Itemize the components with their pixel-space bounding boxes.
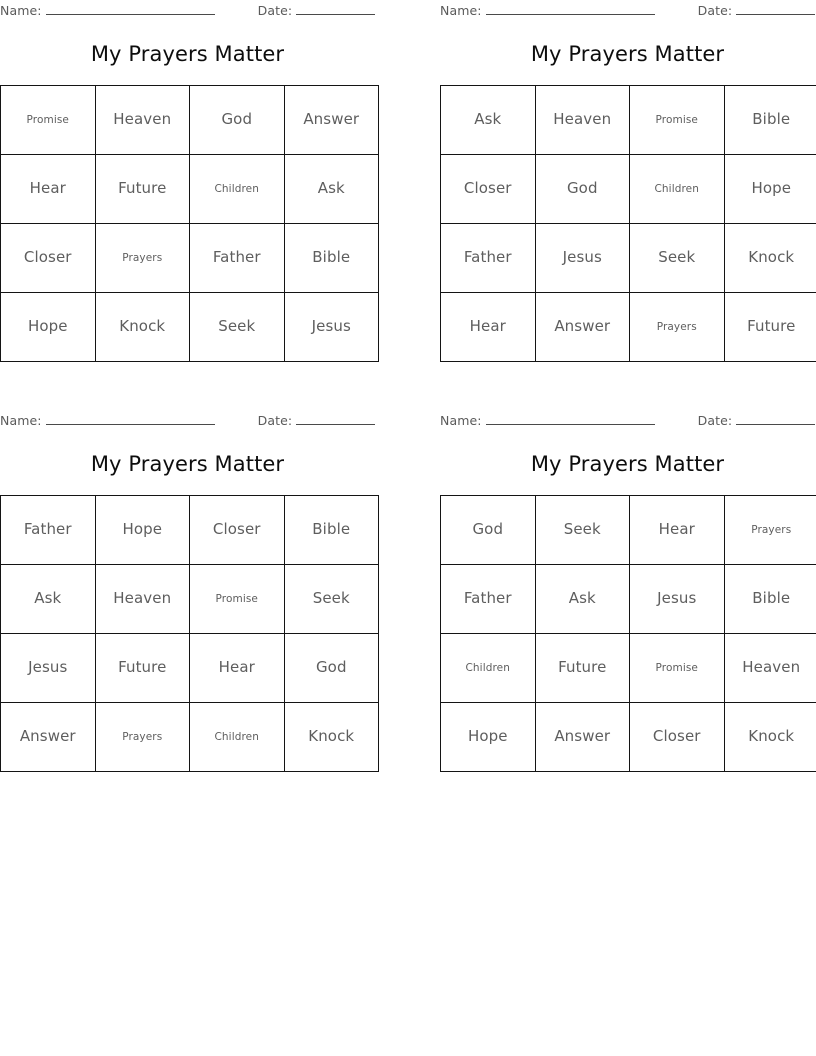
- bingo-row: [1, 565, 379, 634]
- bingo-card-bottom-right: [440, 410, 815, 772]
- bingo-cell[interactable]: God: [535, 155, 630, 224]
- bingo-cell[interactable]: Children: [190, 155, 285, 224]
- bingo-cell[interactable]: Future: [95, 155, 190, 224]
- bingo-cell[interactable]: Jesus: [1, 634, 96, 703]
- name-write-in-line[interactable]: [46, 3, 215, 15]
- bingo-cell[interactable]: Bible: [284, 224, 379, 293]
- name-write-in-line[interactable]: [486, 3, 655, 15]
- bingo-row: [1, 293, 379, 362]
- bingo-row: [441, 634, 816, 703]
- card-title: My Prayers Matter: [530, 452, 725, 476]
- name-write-in-line[interactable]: [486, 413, 655, 425]
- bingo-row: [1, 634, 379, 703]
- bingo-cell[interactable]: Heaven: [95, 565, 190, 634]
- bingo-grid: [440, 85, 816, 362]
- bingo-cell[interactable]: Closer: [630, 703, 725, 772]
- bingo-row: [1, 224, 379, 293]
- bingo-cell[interactable]: Jesus: [284, 293, 379, 362]
- bingo-row: [1, 86, 379, 155]
- card-title: My Prayers Matter: [90, 42, 285, 66]
- date-write-in-line[interactable]: [736, 3, 815, 15]
- bingo-cell[interactable]: Seek: [190, 293, 285, 362]
- bingo-row: [441, 224, 816, 293]
- bingo-cell[interactable]: Seek: [284, 565, 379, 634]
- bingo-cell[interactable]: Hope: [441, 703, 536, 772]
- card-title: My Prayers Matter: [90, 452, 285, 476]
- bingo-cell[interactable]: Future: [535, 634, 630, 703]
- bingo-cell[interactable]: Promise: [190, 565, 285, 634]
- name-write-in-line[interactable]: [46, 413, 215, 425]
- date-label: Date:: [257, 413, 293, 428]
- name-label: Name:: [440, 3, 482, 18]
- bingo-cell[interactable]: Hear: [190, 634, 285, 703]
- bingo-cell[interactable]: Ask: [535, 565, 630, 634]
- name-date-line: [0, 410, 375, 435]
- name-date-line: [440, 410, 815, 435]
- bingo-cell[interactable]: Bible: [724, 565, 816, 634]
- bingo-cell[interactable]: Father: [441, 224, 536, 293]
- name-label: Name:: [440, 413, 482, 428]
- bingo-cell[interactable]: Heaven: [535, 86, 630, 155]
- bingo-cell[interactable]: Closer: [441, 155, 536, 224]
- bingo-row: [1, 703, 379, 772]
- bingo-cell[interactable]: Bible: [724, 86, 816, 155]
- date-label: Date:: [697, 413, 733, 428]
- bingo-row: [441, 293, 816, 362]
- bingo-cell[interactable]: Father: [190, 224, 285, 293]
- bingo-cell[interactable]: Hope: [95, 496, 190, 565]
- bingo-cell[interactable]: Children: [190, 703, 285, 772]
- bingo-row: [441, 86, 816, 155]
- bingo-grid: [0, 495, 379, 772]
- bingo-cell[interactable]: Prayers: [630, 293, 725, 362]
- bingo-cell[interactable]: Heaven: [724, 634, 816, 703]
- bingo-cell[interactable]: Promise: [630, 86, 725, 155]
- bingo-cell[interactable]: Future: [95, 634, 190, 703]
- bingo-grid: [440, 495, 816, 772]
- bingo-card-top-left: [0, 0, 375, 362]
- bingo-cell[interactable]: Bible: [284, 496, 379, 565]
- bingo-cell[interactable]: Closer: [1, 224, 96, 293]
- bingo-cell[interactable]: Father: [441, 565, 536, 634]
- card-title: My Prayers Matter: [530, 42, 725, 66]
- bingo-cell[interactable]: Seek: [630, 224, 725, 293]
- bingo-cell[interactable]: Father: [1, 496, 96, 565]
- bingo-cell[interactable]: Answer: [535, 293, 630, 362]
- name-label: Name:: [0, 413, 42, 428]
- date-write-in-line[interactable]: [296, 3, 375, 15]
- bingo-cell[interactable]: Answer: [535, 703, 630, 772]
- bingo-cell[interactable]: Answer: [284, 86, 379, 155]
- bingo-cell[interactable]: Future: [724, 293, 816, 362]
- bingo-row: [441, 703, 816, 772]
- bingo-cell[interactable]: Hear: [441, 293, 536, 362]
- bingo-cell[interactable]: Hope: [724, 155, 816, 224]
- bingo-cell[interactable]: Ask: [1, 565, 96, 634]
- bingo-cell[interactable]: Knock: [284, 703, 379, 772]
- bingo-cell[interactable]: Heaven: [95, 86, 190, 155]
- bingo-row: [1, 496, 379, 565]
- bingo-cell[interactable]: Ask: [441, 86, 536, 155]
- date-write-in-line[interactable]: [736, 413, 815, 425]
- bingo-row: [441, 565, 816, 634]
- bingo-cell[interactable]: Children: [441, 634, 536, 703]
- date-label: Date:: [257, 3, 293, 18]
- bingo-cell[interactable]: God: [190, 86, 285, 155]
- bingo-cell[interactable]: Promise: [630, 634, 725, 703]
- date-write-in-line[interactable]: [296, 413, 375, 425]
- bingo-row: [441, 496, 816, 565]
- name-date-line: [0, 0, 375, 25]
- bingo-cell[interactable]: Promise: [1, 86, 96, 155]
- date-label: Date:: [697, 3, 733, 18]
- bingo-cell[interactable]: Prayers: [95, 224, 190, 293]
- bingo-cell[interactable]: Knock: [724, 703, 816, 772]
- bingo-cell[interactable]: Prayers: [724, 496, 816, 565]
- bingo-cell[interactable]: Seek: [535, 496, 630, 565]
- bingo-cell[interactable]: Hear: [630, 496, 725, 565]
- bingo-cell[interactable]: Prayers: [95, 703, 190, 772]
- bingo-cell[interactable]: Closer: [190, 496, 285, 565]
- bingo-card-bottom-left: [0, 410, 375, 772]
- bingo-card-top-right: [440, 0, 815, 362]
- bingo-cell[interactable]: Jesus: [535, 224, 630, 293]
- bingo-cell[interactable]: God: [441, 496, 536, 565]
- bingo-cell[interactable]: Children: [630, 155, 725, 224]
- bingo-grid: [0, 85, 379, 362]
- bingo-cell[interactable]: Hear: [1, 155, 96, 224]
- bingo-row: [441, 155, 816, 224]
- bingo-cell[interactable]: Jesus: [630, 565, 725, 634]
- name-date-line: [440, 0, 815, 25]
- bingo-row: [1, 155, 379, 224]
- bingo-cell[interactable]: God: [284, 634, 379, 703]
- bingo-cell[interactable]: Answer: [1, 703, 96, 772]
- bingo-cell[interactable]: Knock: [95, 293, 190, 362]
- bingo-cell[interactable]: Hope: [1, 293, 96, 362]
- bingo-cell[interactable]: Knock: [724, 224, 816, 293]
- bingo-cell[interactable]: Ask: [284, 155, 379, 224]
- name-label: Name:: [0, 3, 42, 18]
